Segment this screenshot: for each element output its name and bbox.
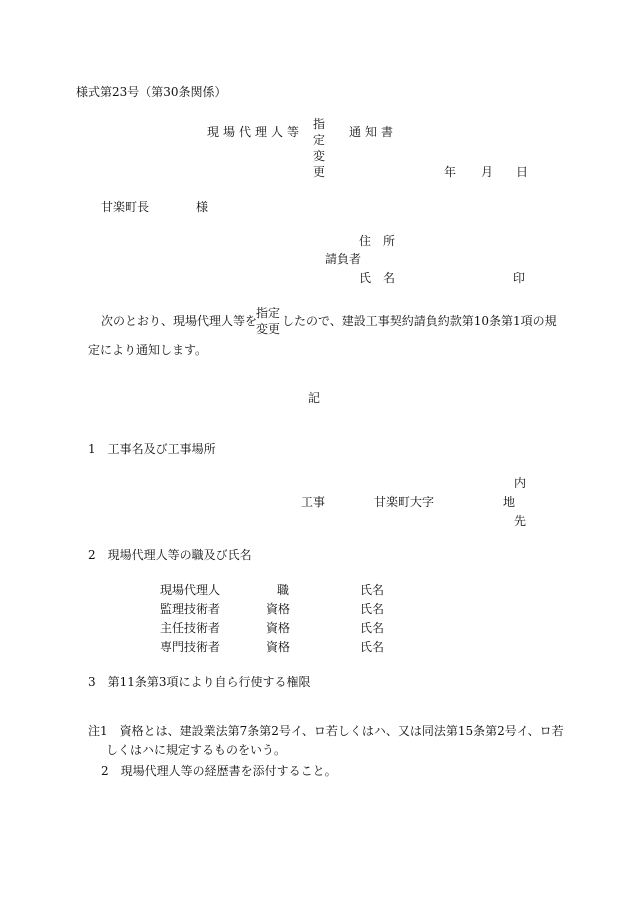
title-right: 通知書: [349, 125, 398, 139]
note2: 2 現場代理人等の経歴書を添付すること。: [101, 764, 337, 778]
note1-line1: 注1 資格とは、建設業法第7条第2号イ、ロ若しくはハ、又は同法第15条第2号イ、ロ若: [88, 724, 564, 738]
body-stack-top: 指定: [255, 306, 280, 320]
personnel-name: 氏名: [360, 602, 385, 616]
personnel-name: 氏名: [360, 583, 385, 597]
contractor-label: 請負者: [325, 252, 362, 266]
title-stack-bottom: 変更: [313, 149, 330, 179]
recipient-honorific: 様: [196, 200, 209, 214]
personnel-role: 監理技術者: [160, 602, 221, 616]
form-number: 様式第23号（第30条関係）: [76, 85, 227, 99]
location-label: 甘楽町大字: [374, 495, 435, 509]
date-year: 年: [444, 165, 457, 179]
personnel-name: 氏名: [360, 640, 385, 654]
location-suffix-middle: 地: [503, 495, 516, 509]
address-label: 住 所: [359, 234, 396, 248]
body-line1-before: 次のとおり、現場代理人等を: [101, 314, 258, 328]
location-suffix-bottom: 先: [514, 514, 527, 528]
location-suffix-top: 内: [514, 476, 527, 490]
personnel-label: 資格: [266, 602, 291, 616]
work-label: 工事: [301, 495, 326, 509]
section3-heading: 3 第11条第3項により自ら行使する権限: [88, 675, 311, 689]
body-stack-bottom: 変更: [255, 322, 280, 336]
personnel-label: 職: [277, 583, 290, 597]
title-designation-change-stack: [313, 116, 343, 180]
seal-mark: 印: [513, 271, 526, 285]
date-month: 月: [481, 165, 494, 179]
title-left: 現場代理人等: [207, 125, 304, 139]
body-line2: 定により通知します。: [88, 343, 208, 357]
body-designation-change-stack: [255, 305, 281, 337]
personnel-role: 専門技術者: [160, 640, 221, 654]
ki-mark: 記: [308, 391, 321, 405]
title-stack-top: 指定: [313, 117, 330, 147]
personnel-label: 資格: [266, 621, 291, 635]
personnel-role: 現場代理人: [160, 583, 221, 597]
personnel-role: 主任技術者: [160, 621, 221, 635]
personnel-label: 資格: [266, 640, 291, 654]
recipient-name: 甘楽町長: [101, 200, 150, 214]
body-line1-after: したので、建設工事契約請負約款第10条第1項の規: [282, 314, 557, 328]
note1-line2: しくはハに規定するものをいう。: [106, 743, 287, 757]
section2-heading: 2 現場代理人等の職及び氏名: [88, 548, 252, 562]
personnel-name: 氏名: [360, 621, 385, 635]
date-day: 日: [516, 165, 529, 179]
section1-heading: 1 工事名及び工事場所: [88, 442, 216, 456]
name-label: 氏 名: [359, 271, 396, 285]
